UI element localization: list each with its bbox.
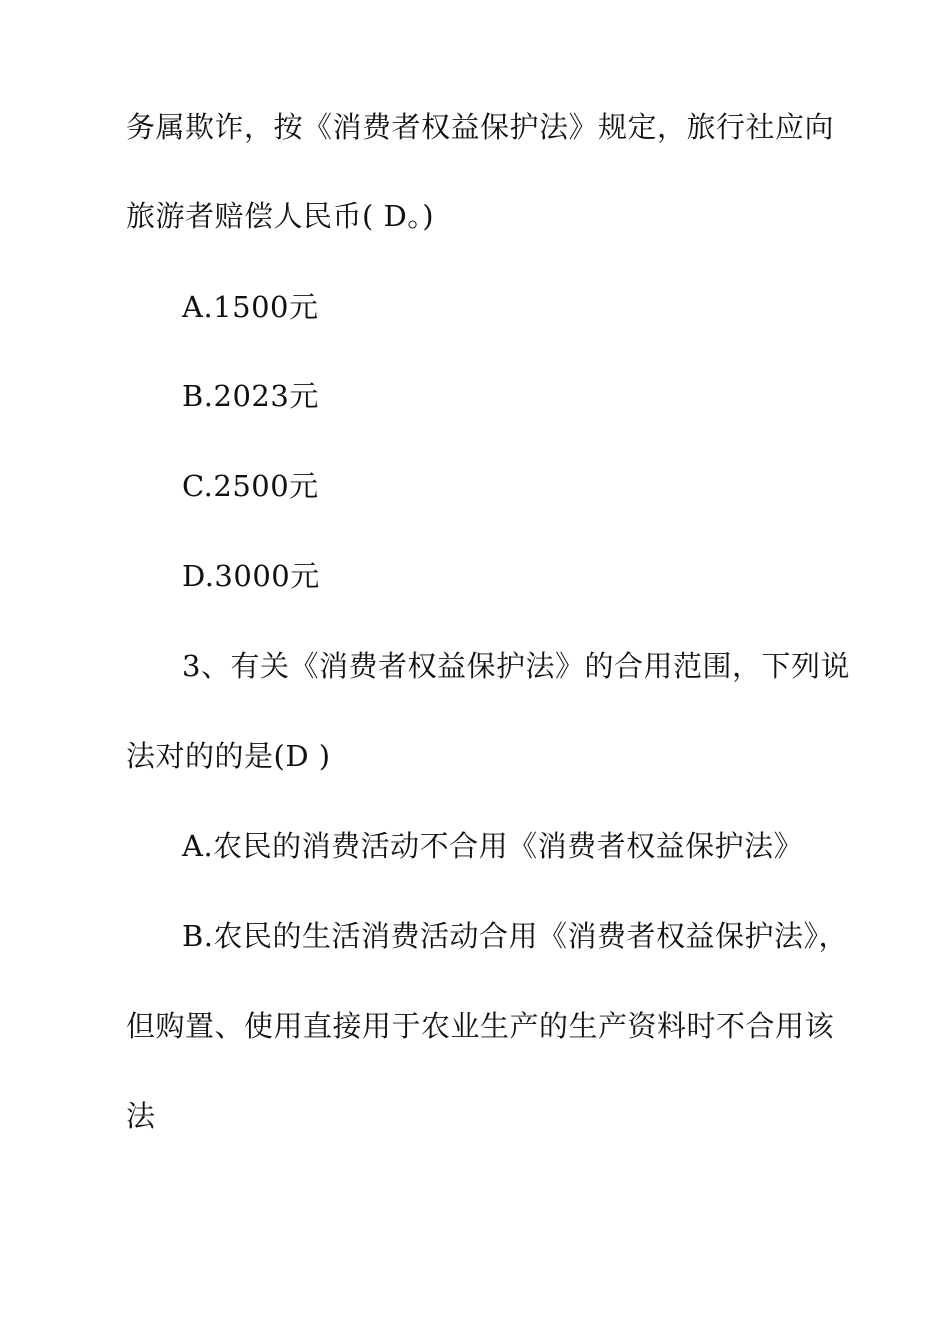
question-2-option-b: B.2023元 (182, 379, 319, 413)
question-3-option-b-line-3: 法 (126, 1099, 156, 1133)
question-2-text-line-1: 务属欺诈，按《消费者权益保护法》规定，旅行社应向 (126, 110, 835, 144)
question-3-option-b-line-2: 但购置、使用直接用于农业生产的生产资料时不合用该 (126, 1009, 835, 1043)
question-3-text-line-2: 法对的的是(D ) (126, 739, 331, 773)
question-3-text-line-1: 3、有关《消费者权益保护法》的合用范围，下列说 (182, 649, 850, 683)
question-2-option-d: D.3000元 (182, 559, 320, 593)
question-3-option-b-line-1: B.农民的生活消费活动合用《消费者权益保护法》， (182, 919, 849, 953)
question-2-option-c: C.2500元 (182, 469, 319, 503)
question-2-text-line-2: 旅游者赔偿人民币( D。) (126, 199, 435, 233)
question-3-option-a: A.农民的消费活动不合用《消费者权益保护法》 (182, 829, 804, 863)
question-2-option-a: A.1500元 (182, 290, 319, 324)
